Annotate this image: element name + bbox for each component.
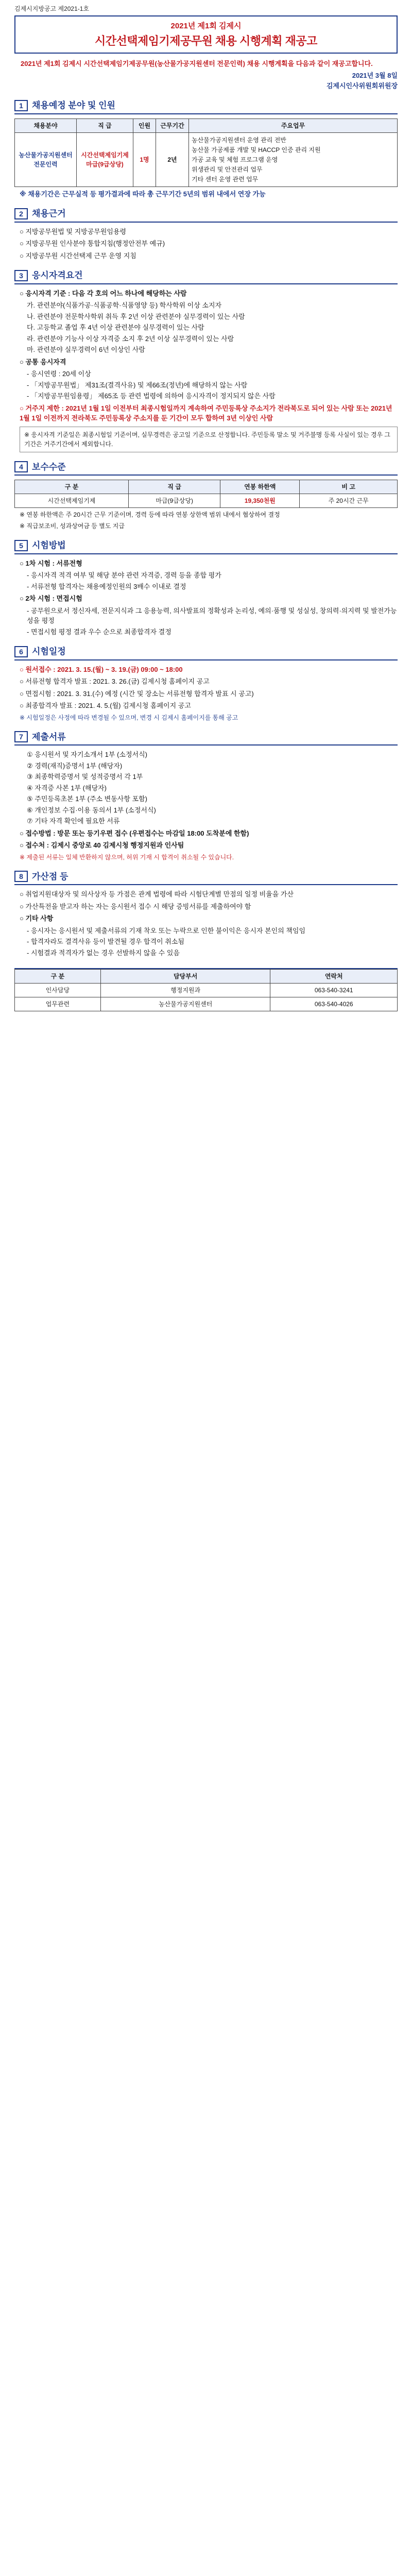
section-documents <box>14 731 398 862</box>
other-item: - 시험결과 적격자가 없는 경우 선발하지 않을 수 있음 <box>27 948 180 957</box>
section-qualification <box>14 269 398 452</box>
section-header <box>14 99 398 114</box>
other-item: - 응시자는 응시원서 및 제출서류의 기재 착오 또는 누락으로 인한 불이익은 응시자 본인의 책임임 <box>27 926 306 935</box>
section-exam <box>14 539 398 637</box>
document-item: ① 응시원서 및 자기소개서 1부 (소정서식) <box>27 751 147 758</box>
section-number: 5 <box>14 540 28 551</box>
bonus-item: ○ 취업지원대상자 및 의사상자 등 가점은 관계 법령에 따라 시험단계별 만점의 일정 비율을 가산 <box>20 890 294 898</box>
table-cell: 시간선택제임기제 <box>15 494 129 508</box>
qualification-item: 가. 관련분야(식품가공·식품공학·식품영양 등) 학사학위 이상 소지자 <box>27 301 222 309</box>
table-cell-period: 2년 <box>156 132 189 187</box>
table-header-cell: 인원 <box>133 118 156 132</box>
section-schedule <box>14 645 398 722</box>
submit-method: ○ 접수방법 : 방문 또는 등기우편 접수 (우편접수는 마감일 18:00 도착분에 한함) <box>20 829 249 837</box>
table-cell-count: 1명 <box>133 132 156 187</box>
section-header <box>14 731 398 746</box>
salary-note: ※ 연봉 하한액은 주 20시간 근무 기준이며, 경력 등에 따라 연봉 상한액 범위 내에서 협상하여 결정 <box>20 511 280 518</box>
table-header-row <box>15 118 398 132</box>
table-cell: 063-540-3241 <box>270 984 398 997</box>
title-box <box>14 15 398 54</box>
contact-footer <box>14 968 398 1011</box>
section-number: 8 <box>14 871 28 882</box>
document-item: ② 경력(재직)증명서 1부 (해당자) <box>27 761 123 770</box>
table-header-cell: 직 급 <box>77 118 133 132</box>
table-header-cell: 채용분야 <box>15 118 77 132</box>
qualification-item: 나. 관련분야 전문학사학위 취득 후 2년 이상 관련분야 실무경력이 있는 사람 <box>27 312 245 320</box>
title-line-1: 2021년 제1회 김제시 <box>170 22 242 30</box>
duty-item: 기타 센터 운영 관련 업무 <box>192 175 259 183</box>
other-title: ○ 기타 사항 <box>20 914 54 922</box>
table-row <box>15 997 398 1011</box>
section-title: 보수수준 <box>32 462 66 472</box>
document-item: ⑤ 주민등록초본 1부 (주소 변동사항 포함) <box>27 795 147 803</box>
table-cell: 행정지원과 <box>100 984 270 997</box>
duty-item: 가공 교육 및 체험 프로그램 운영 <box>192 156 278 163</box>
qualification-item: 라. 관련분야 기능사 이상 자격증 소지 후 2년 이상 실무경력이 있는 사람 <box>27 334 234 343</box>
schedule-item: ○ 원서접수 : 2021. 3. 15.(월) ~ 3. 19.(금) 09:00 ~ 18:00 <box>20 665 183 673</box>
common-item: - 「지방공무원법」 제31조(결격사유) 및 제66조(정년)에 해당하지 않는 사람 <box>27 381 248 389</box>
sign-date: 2021년 3월 8일 <box>352 72 398 79</box>
table-header-cell: 연봉 하한액 <box>220 480 300 494</box>
section-number: 2 <box>14 208 28 219</box>
table-header-cell: 구 분 <box>15 970 101 984</box>
schedule-item: ○ 서류전형 합격자 발표 : 2021. 3. 26.(금) 김제시청 홈페이지 공고 <box>20 677 210 685</box>
section-number: 1 <box>14 100 28 111</box>
notice-number: 김제시지방공고 제2021-1호 <box>14 5 90 12</box>
section-title: 응시자격요건 <box>32 270 83 280</box>
section-header <box>14 539 398 554</box>
qualification-lead: ○ 응시자격 기준 : 다음 각 호의 어느 하나에 해당하는 사람 <box>20 289 187 297</box>
section-header <box>14 645 398 660</box>
schedule-item: ○ 최종합격자 발표 : 2021. 4. 5.(월) 김제시청 홈페이지 공고 <box>20 702 191 709</box>
section-title: 채용근거 <box>32 209 66 218</box>
table-header-cell: 구 분 <box>15 480 129 494</box>
exam-item: - 서류전형 합격자는 채용예정인원의 3배수 이내로 결정 <box>27 582 186 590</box>
qualification-item: 마. 관련분야 실무경력이 6년 이상인 사람 <box>27 346 145 353</box>
submit-place: ○ 접수처 : 김제시 중앙로 40 김제시청 행정지원과 인사팀 <box>20 841 184 849</box>
table-cell-field: 농산물가공지원센터 전문인력 <box>15 132 77 187</box>
table-header-cell: 비 고 <box>300 480 398 494</box>
table-cell: 19,350천원 <box>220 494 300 508</box>
table-row <box>15 132 398 187</box>
notice-document <box>0 0 412 1022</box>
table-row <box>15 494 398 508</box>
section-title: 채용예정 분야 및 인원 <box>32 100 115 110</box>
schedule-item: ○ 면접시험 : 2021. 3. 31.(수) 예정 (시간 및 장소는 서류전형 합격자 발표 시 공고) <box>20 689 254 698</box>
section-number: 6 <box>14 646 28 657</box>
table-header-cell: 근무기간 <box>156 118 189 132</box>
section-salary <box>14 461 398 531</box>
duty-item: 농산물가공지원센터 운영 관리 전반 <box>192 136 286 144</box>
table-header-cell: 연락처 <box>270 970 398 984</box>
table-row <box>15 984 398 997</box>
document-item: ⑥ 개인정보 수집·이용 동의서 1부 (소정서식) <box>27 806 156 814</box>
section-number: 4 <box>14 461 28 472</box>
common-item: - 응시연령 : 20세 이상 <box>27 370 91 378</box>
basis-item: ○ 지방공무원 인사분야 통합지침(행정안전부 예규) <box>20 240 165 247</box>
table-cell: 주 20시간 근무 <box>300 494 398 508</box>
qualification-note-box: ※ 응시자격 기준일은 최종시험일 기준이며, 실무경력은 공고일 기준으로 산정합니다. 주민등록 말소 및 거주불명 등록 사실이 있는 경우 그 기간은 거주기간에서 제외합니다. <box>20 427 398 452</box>
section-basis <box>14 207 398 261</box>
table-header-cell: 직 급 <box>129 480 220 494</box>
contact-table <box>14 969 398 1011</box>
section-title: 가산점 등 <box>32 871 68 882</box>
table-cell: 업무관련 <box>15 997 101 1011</box>
title-line-2: 시간선택제임기제공무원 채용 시행계획 재공고 <box>95 34 317 47</box>
section-recruitment <box>14 99 398 199</box>
documents-note: ※ 제출된 서류는 일체 반환하지 않으며, 허위 기재 시 합격이 취소될 수 있습니다. <box>20 853 234 861</box>
bonus-item: ○ 가산특전을 받고자 하는 자는 응시원서 접수 시 해당 증빙서류를 제출하여야 함 <box>20 902 251 910</box>
section-header <box>14 269 398 284</box>
salary-note: ※ 직급보조비, 성과상여금 등 별도 지급 <box>20 522 125 530</box>
section-title: 제출서류 <box>32 732 66 742</box>
residency-requirement: ○ 거주지 제한 : 2021년 1월 1일 이전부터 최종시험일까지 계속하여 주민등록상 주소지가 전라북도로 되어 있는 사람 또는 2021년 1월 1일 이전까지 전라북도 주민등록상 주소지를 둔 기간이 모두 합하여 3년 이상인 사람 <box>20 404 392 422</box>
other-item: - 합격자라도 결격사유 등이 발견될 경우 합격이 취소됨 <box>27 938 184 945</box>
table-cell-duties <box>189 132 398 187</box>
table-header-row <box>15 480 398 494</box>
section-header <box>14 207 398 223</box>
common-item: - 「지방공무원임용령」 제65조 등 관련 법령에 의하여 응시자격이 정지되지 않은 사람 <box>27 392 276 400</box>
document-item: ⑦ 기타 자격 확인에 필요한 서류 <box>27 817 120 825</box>
section-number: 7 <box>14 731 28 742</box>
table-cell: 063-540-4026 <box>270 997 398 1011</box>
schedule-note: ※ 시험일정은 사정에 따라 변경될 수 있으며, 변경 시 김제시 홈페이지를 통해 공고 <box>20 714 238 721</box>
exam-item: - 공무원으로서 정신자세, 전문지식과 그 응용능력, 의사발표의 정확성과 논리성, 예의·품행 및 성실성, 창의력·의지력 및 발전가능성을 평정 <box>27 606 397 624</box>
recruit-table <box>14 118 398 187</box>
table-cell: 인사담당 <box>15 984 101 997</box>
duty-item: 위생관리 및 안전관리 업무 <box>192 165 263 173</box>
exam-item: - 면접시험 평정 결과 우수 순으로 최종합격자 결정 <box>27 628 171 636</box>
section-number: 3 <box>14 270 28 281</box>
table-header-cell: 주요업무 <box>189 118 398 132</box>
basis-item: ○ 지방공무원 시간선택제 근무 운영 지침 <box>20 251 136 260</box>
section-title: 시험일정 <box>32 647 66 656</box>
document-item: ③ 최종학력증명서 및 성적증명서 각 1부 <box>27 773 143 781</box>
qualification-item: 다. 고등학교 졸업 후 4년 이상 관련분야 실무경력이 있는 사람 <box>27 324 204 331</box>
sign-name: 김제시인사위원회위원장 <box>326 81 398 90</box>
table-cell: 농산물가공지원센터 <box>100 997 270 1011</box>
intro-text: 2021년 제1회 김제시 시간선택제임기제공무원(농산물가공지원센터 전문인력) 채용 시행계획을 다음과 같이 재공고합니다. <box>21 59 373 67</box>
recruit-note: ※ 채용기간은 근무실적 등 평가결과에 따라 총 근무기간 5년의 범위 내에서 연장 가능 <box>20 190 266 198</box>
section-bonus <box>14 870 398 958</box>
section-title: 시험방법 <box>32 540 66 550</box>
table-header-row <box>15 970 398 984</box>
exam-item: - 응시자격 적격 여부 및 해당 분야 관련 자격증, 경력 등을 종합 평가 <box>27 571 221 579</box>
salary-table <box>14 480 398 508</box>
duty-item: 농산물 가공제품 개발 및 HACCP 인증 관리 지원 <box>192 146 321 154</box>
exam-item: ○ 2차 시험 : 면접시험 <box>20 595 82 602</box>
section-header <box>14 870 398 886</box>
table-header-cell: 담당부서 <box>100 970 270 984</box>
basis-item: ○ 지방공무원법 및 지방공무원임용령 <box>20 227 127 235</box>
common-title: ○ 공통 응시자격 <box>20 358 66 366</box>
exam-item: ○ 1차 시험 : 서류전형 <box>20 559 82 567</box>
table-cell: 마급(9급상당) <box>129 494 220 508</box>
document-item: ④ 자격증 사본 1부 (해당자) <box>27 784 107 792</box>
section-header <box>14 461 398 476</box>
table-cell-grade: 시간선택제임기제 마급(9급상당) <box>77 132 133 187</box>
